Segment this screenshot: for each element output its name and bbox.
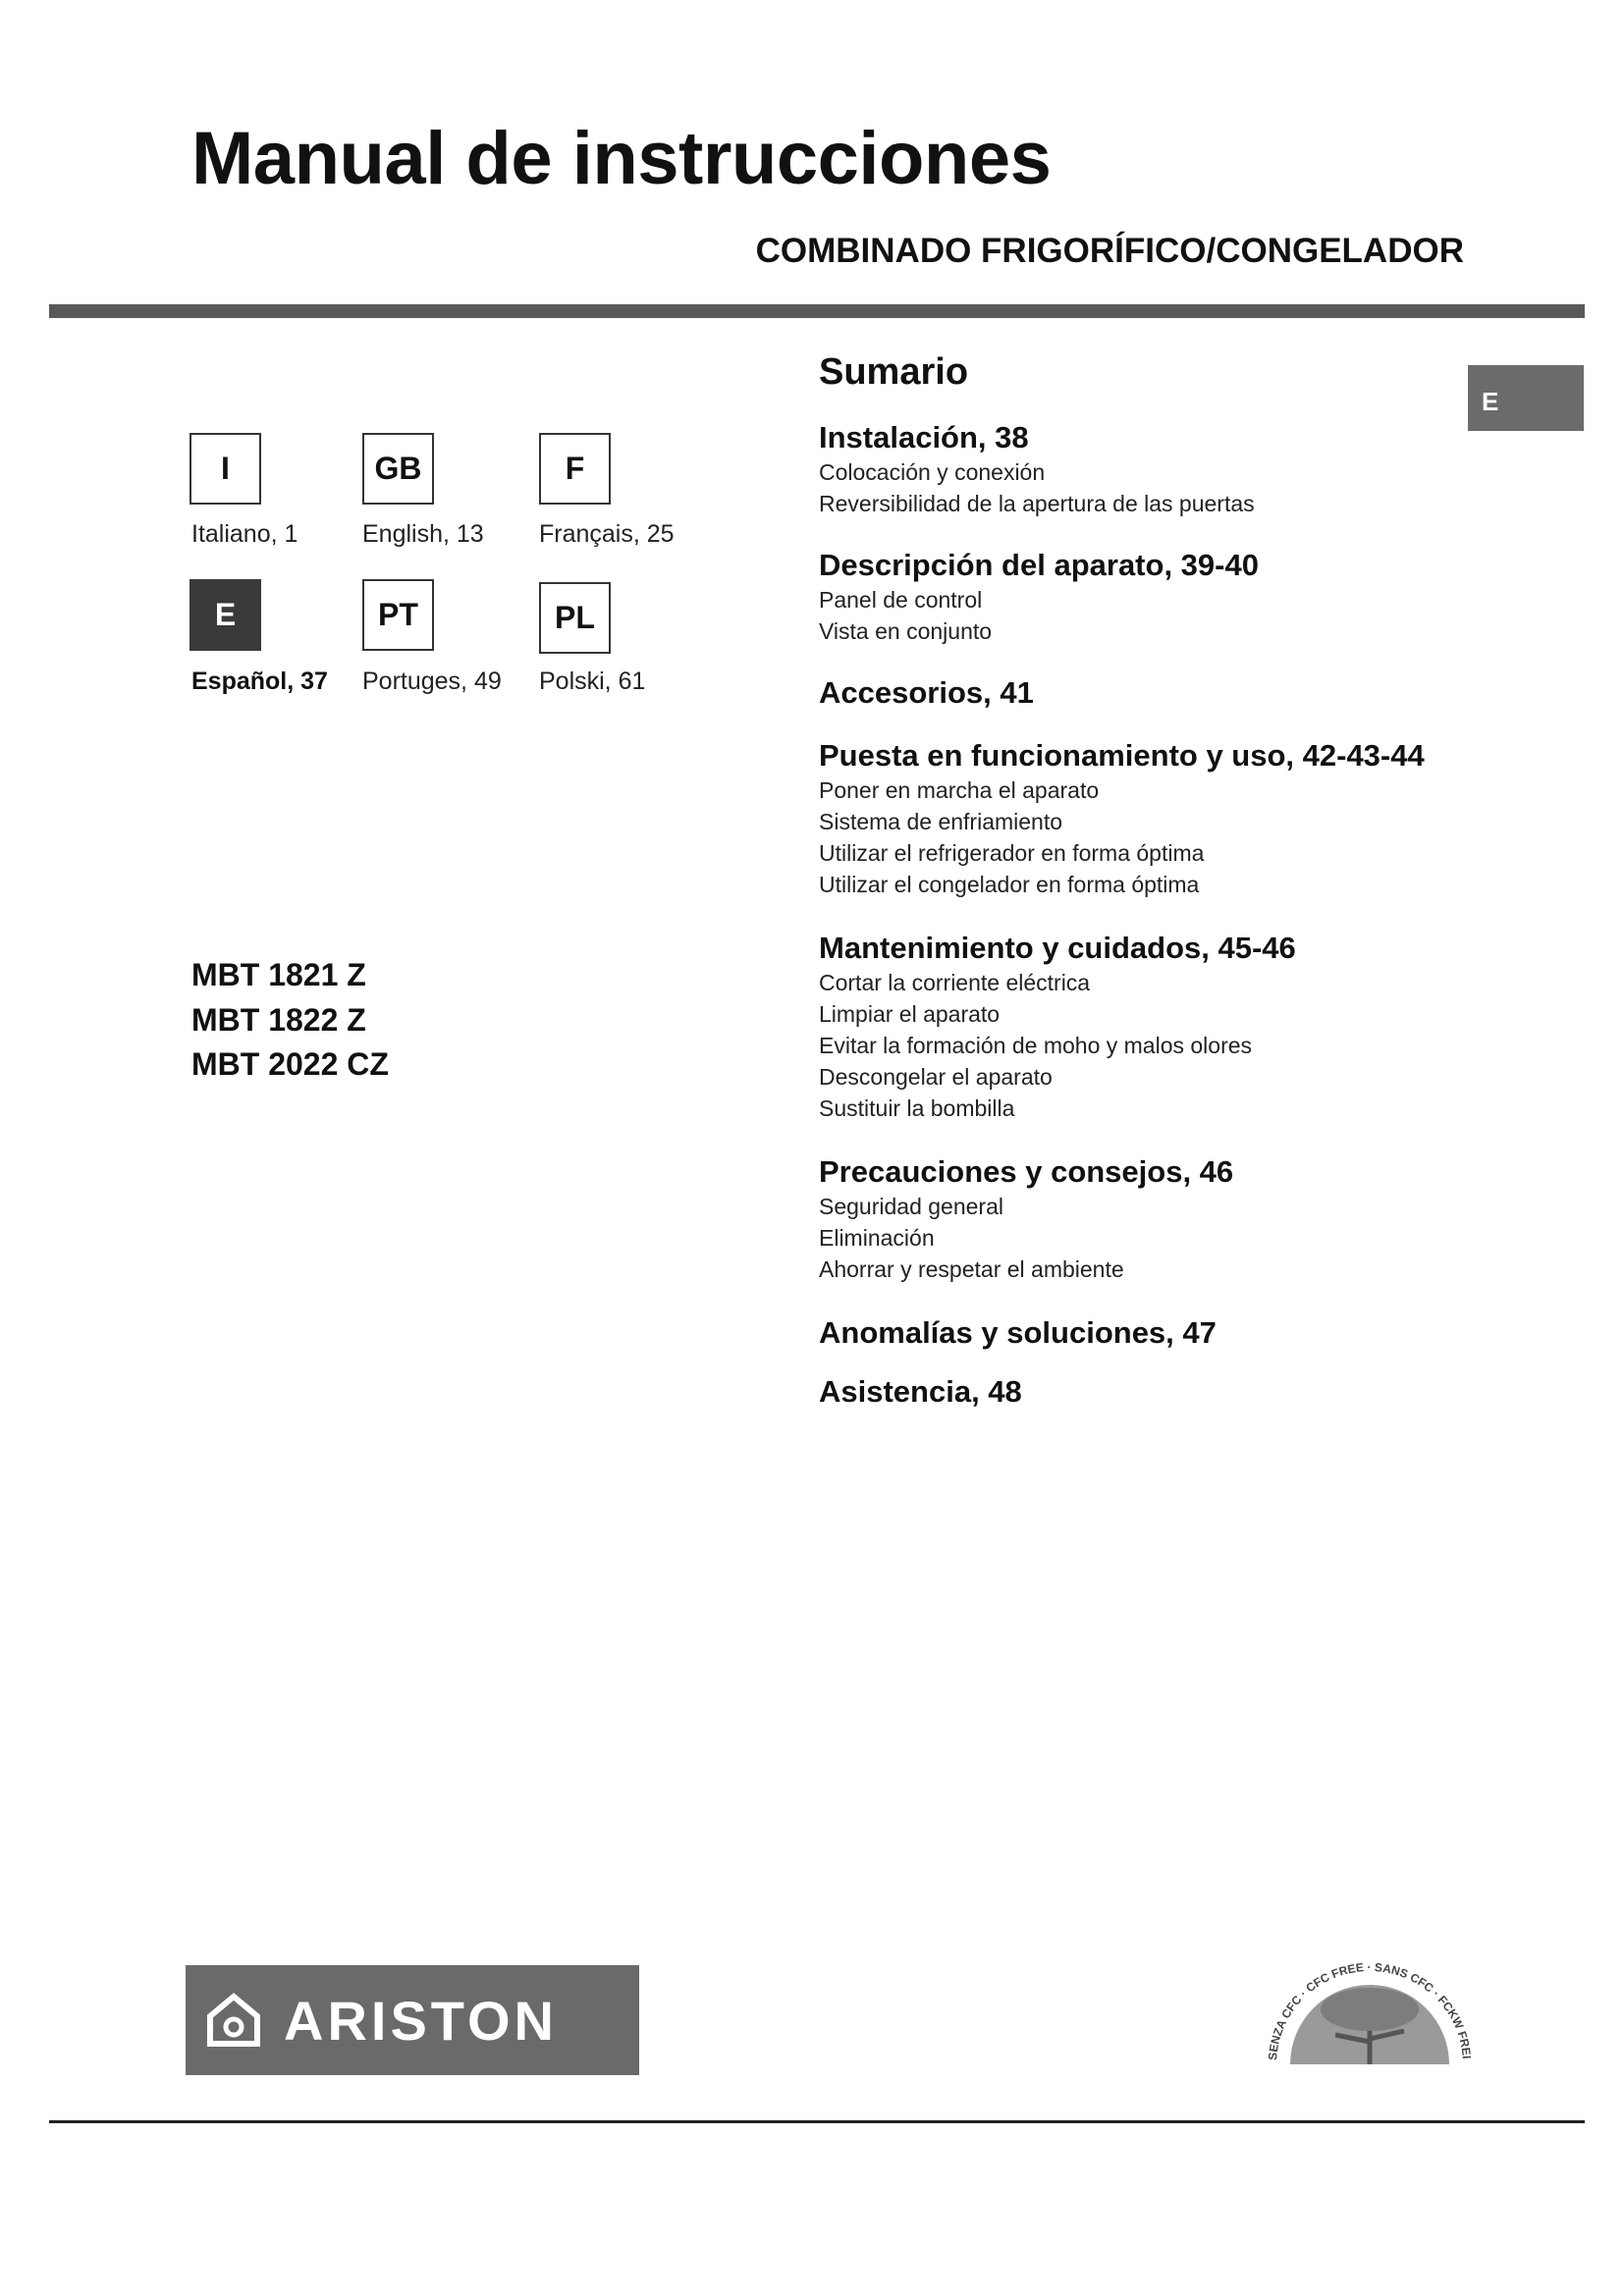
lang-box-gb[interactable]: GB: [362, 433, 434, 505]
toc-section: [819, 419, 1506, 519]
toc-heading[interactable]: Asistencia, 48: [819, 1374, 1022, 1409]
model-number: MBT 1821 Z: [191, 957, 366, 992]
bottom-divider: [49, 2120, 1585, 2123]
toc-item: Ahorrar y respetar el ambiente: [819, 1256, 1124, 1282]
cfc-free-badge: [1257, 1949, 1483, 2076]
toc-section: [819, 674, 1506, 712]
toc-item: Eliminación: [819, 1225, 935, 1251]
toc-section: [819, 547, 1506, 647]
lang-box-es[interactable]: E: [189, 579, 261, 651]
toc-item: Panel de control: [819, 587, 983, 613]
lang-label-it: Italiano, 1: [191, 520, 298, 548]
toc-item: Evitar la formación de moho y malos olores: [819, 1033, 1253, 1058]
toc-item: Utilizar el refrigerador en forma óptima: [819, 840, 1205, 866]
lang-box-fr[interactable]: F: [539, 433, 611, 505]
toc-item: Cortar la corriente eléctrica: [819, 970, 1091, 995]
table-of-contents: [819, 351, 1506, 1430]
model-number: MBT 1822 Z: [191, 1002, 366, 1038]
toc-item: Seguridad general: [819, 1194, 1003, 1219]
cfc-badge-text: SENZA CFC · CFC FREE · SANS CFC · FCKW FREI: [1266, 1959, 1474, 2061]
toc-heading[interactable]: Precauciones y consejos, 46: [819, 1154, 1234, 1189]
toc-section: [819, 1373, 1506, 1411]
toc-title: Sumario: [819, 351, 969, 393]
toc-heading[interactable]: Descripción del aparato, 39-40: [819, 548, 1259, 582]
ariston-logo: [186, 1965, 639, 2075]
logo-text: ARISTON: [284, 1989, 558, 2052]
lang-label-gb: English, 13: [362, 520, 484, 548]
toc-heading[interactable]: Mantenimiento y cuidados, 45-46: [819, 931, 1296, 965]
lang-box-pl[interactable]: PL: [539, 582, 611, 654]
page-title: Manual de instrucciones: [191, 117, 1052, 200]
lang-label-pt: Portuges, 49: [362, 667, 502, 695]
toc-item: Descongelar el aparato: [819, 1064, 1053, 1090]
toc-item: Vista en conjunto: [819, 618, 993, 644]
model-number: MBT 2022 CZ: [191, 1046, 389, 1082]
toc-item: Limpiar el aparato: [819, 1001, 1001, 1027]
top-divider: [49, 304, 1585, 318]
toc-section: [819, 930, 1506, 1124]
lang-box-it[interactable]: I: [189, 433, 261, 505]
toc-heading[interactable]: Instalación, 38: [819, 420, 1029, 454]
lang-box-pt[interactable]: PT: [362, 579, 434, 651]
toc-item: Reversibilidad de la apertura de las puertas: [819, 491, 1255, 516]
lang-label-fr: Français, 25: [539, 520, 675, 548]
toc-item: Sustituir la bombilla: [819, 1095, 1015, 1121]
toc-item: Utilizar el congelador en forma óptima: [819, 872, 1200, 897]
toc-heading[interactable]: Puesta en funcionamiento y uso, 42-43-44: [819, 738, 1425, 773]
house-icon: [205, 1992, 262, 2049]
toc-section: [819, 1314, 1506, 1352]
toc-heading[interactable]: Accesorios, 41: [819, 675, 1034, 710]
toc-heading[interactable]: Anomalías y soluciones, 47: [819, 1315, 1217, 1350]
toc-section: [819, 1153, 1506, 1285]
toc-item: Poner en marcha el aparato: [819, 777, 1100, 803]
lang-label-es: Español, 37: [191, 667, 328, 695]
product-subtitle: COMBINADO FRIGORÍFICO/CONGELADOR: [755, 232, 1464, 270]
language-tab: E: [1468, 365, 1584, 431]
toc-item: Sistema de enfriamiento: [819, 809, 1063, 834]
toc-section: [819, 737, 1506, 900]
lang-label-pl: Polski, 61: [539, 667, 646, 695]
toc-item: Colocación y conexión: [819, 459, 1046, 485]
